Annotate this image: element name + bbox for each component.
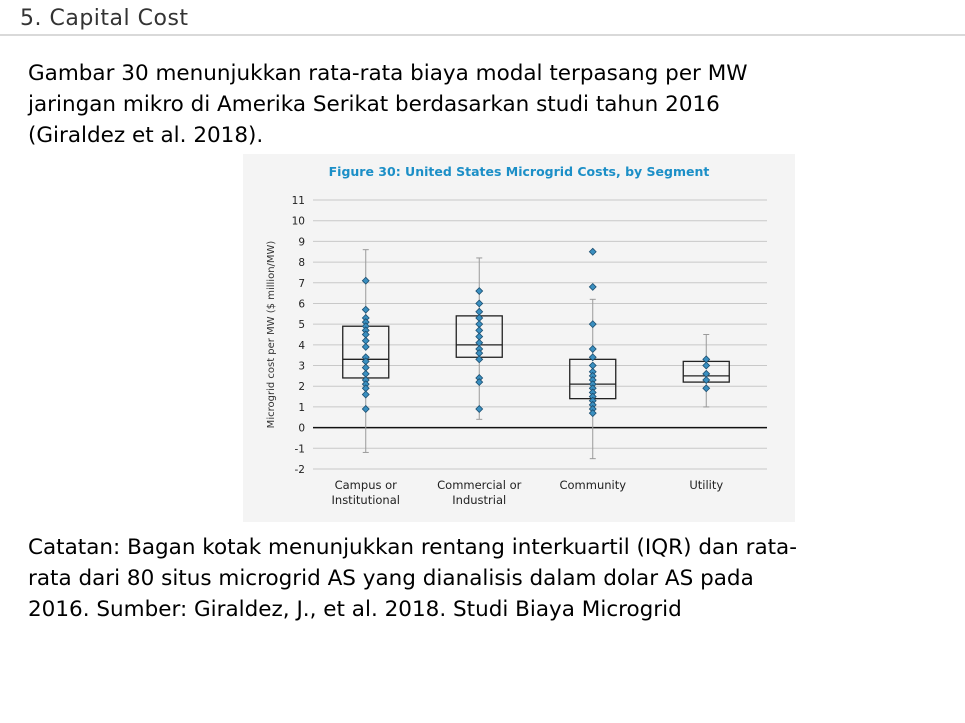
intro-line: Gambar 30 menunjukkan rata-rata biaya modal terpasang per MW bbox=[28, 61, 748, 86]
y-tick-label: 5 bbox=[298, 319, 305, 332]
category-label: Utility bbox=[689, 478, 724, 492]
data-point bbox=[362, 391, 369, 398]
data-point bbox=[476, 288, 483, 295]
box-group bbox=[683, 335, 729, 407]
data-point bbox=[589, 410, 596, 417]
data-point bbox=[476, 300, 483, 307]
chart-figure bbox=[243, 154, 795, 522]
data-point bbox=[703, 362, 710, 369]
data-point bbox=[589, 248, 596, 255]
data-point bbox=[589, 321, 596, 328]
y-tick-label: 10 bbox=[291, 215, 305, 228]
note-line: rata dari 80 situs microgrid AS yang dianalisis dalam dolar AS pada bbox=[28, 566, 754, 591]
category-label: Commercial or bbox=[437, 478, 522, 492]
intro-paragraph bbox=[28, 58, 953, 151]
y-tick-label: 0 bbox=[298, 422, 305, 435]
category-label: Community bbox=[559, 478, 627, 492]
intro-line: (Giraldez et al. 2018). bbox=[28, 123, 264, 148]
box-group bbox=[456, 258, 502, 419]
y-axis-title: Microgrid cost per MW ($ million/MW) bbox=[266, 240, 277, 429]
intro-line: jaringan mikro di Amerika Serikat berdasarkan studi tahun 2016 bbox=[28, 92, 720, 117]
chart-title: Figure 30: United States Microgrid Costs, by Segment bbox=[328, 164, 710, 179]
y-tick-label: 9 bbox=[298, 236, 305, 249]
title-divider bbox=[0, 34, 965, 36]
data-point bbox=[589, 284, 596, 291]
y-tick-label: 2 bbox=[298, 381, 305, 394]
slide-title: 5. Capital Cost bbox=[20, 6, 189, 31]
y-tick-label: -1 bbox=[294, 443, 305, 456]
category-label: Institutional bbox=[331, 493, 400, 507]
data-point bbox=[476, 379, 483, 386]
data-point bbox=[589, 346, 596, 353]
y-tick-label: 8 bbox=[298, 257, 305, 270]
y-tick-label: 7 bbox=[298, 277, 305, 290]
note-line: Catatan: Bagan kotak menunjukkan rentang interkuartil (IQR) dan rata- bbox=[28, 535, 797, 560]
category-label: Industrial bbox=[452, 493, 507, 507]
y-tick-label: -2 bbox=[294, 464, 305, 476]
note-paragraph bbox=[28, 532, 953, 625]
box-group bbox=[343, 250, 389, 453]
data-point bbox=[362, 306, 369, 313]
note-line: 2016. Sumber: Giraldez, J., et al. 2018. Studi Biaya Microgrid bbox=[28, 597, 682, 622]
category-label: Campus or bbox=[334, 478, 397, 492]
y-tick-label: 6 bbox=[298, 298, 305, 311]
y-tick-label: 4 bbox=[298, 339, 305, 352]
y-tick-label: 3 bbox=[298, 360, 305, 373]
y-tick-label: 1 bbox=[298, 401, 305, 414]
boxplot-chart bbox=[243, 154, 795, 522]
y-tick-label: 11 bbox=[291, 195, 305, 207]
